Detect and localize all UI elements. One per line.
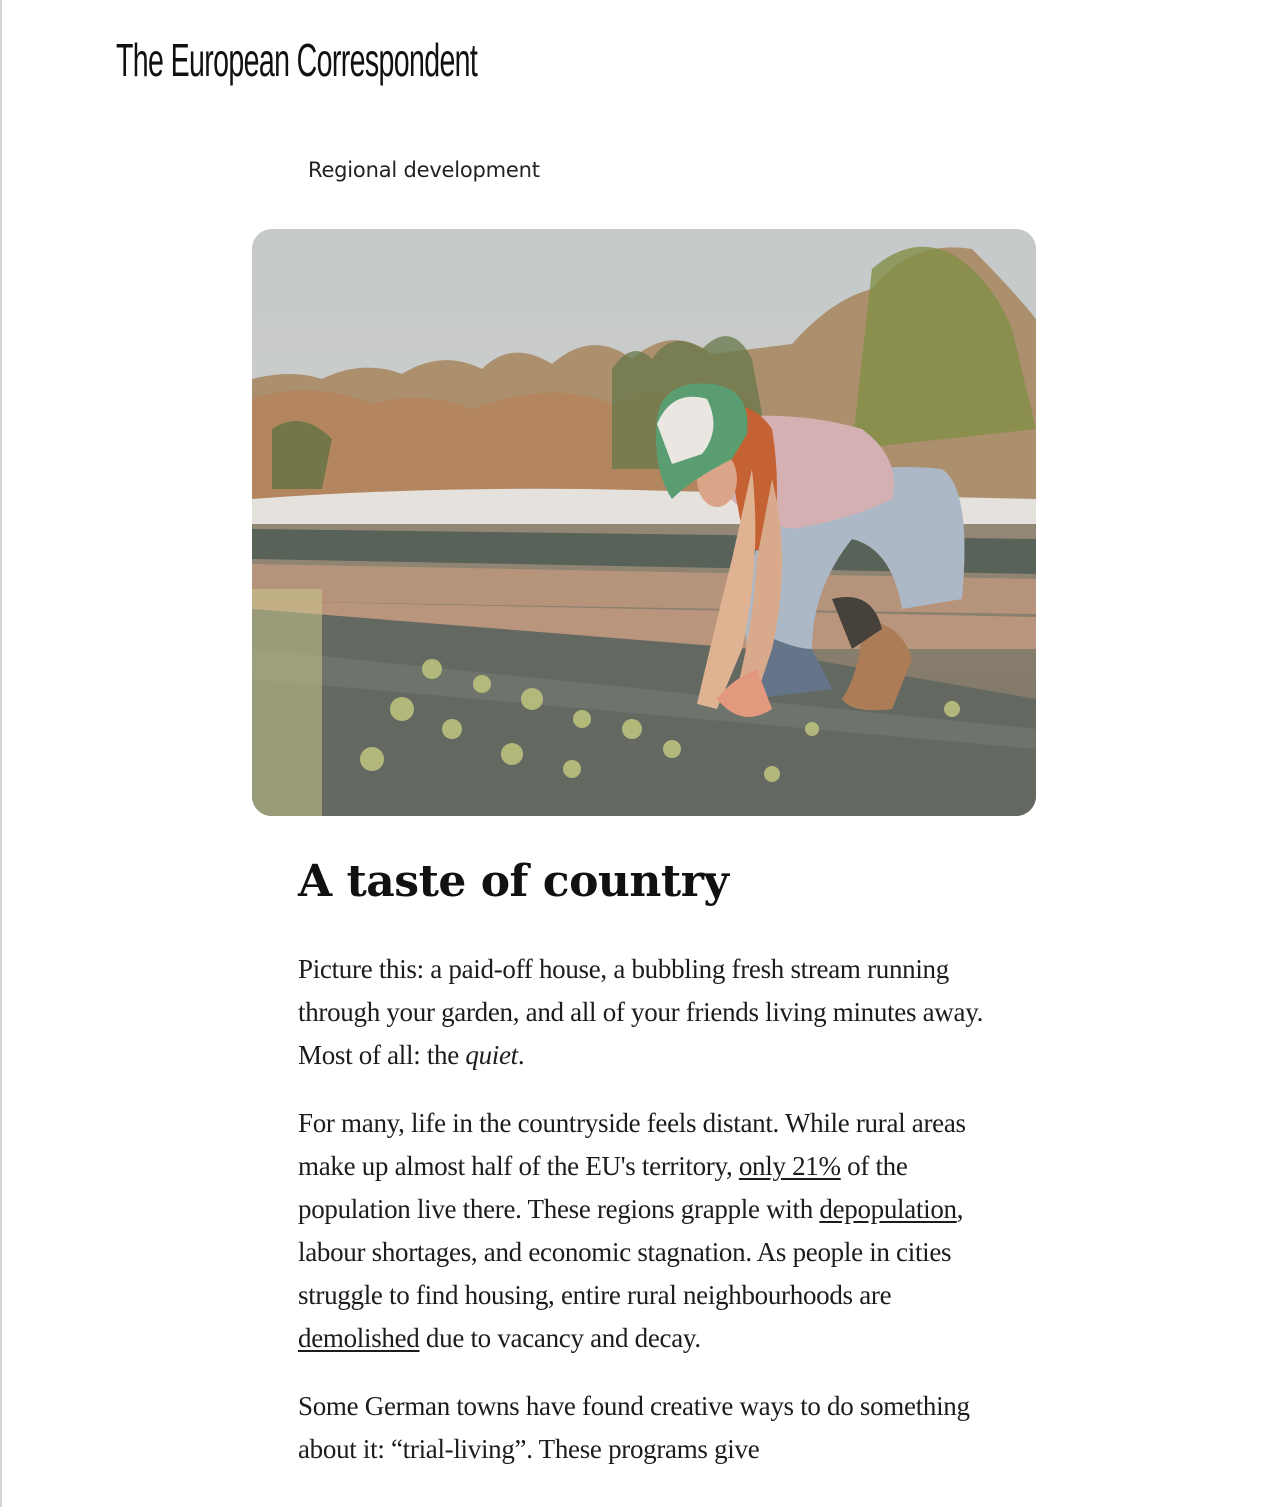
emphasis-text: quiet	[465, 1040, 518, 1070]
article-headline: A taste of country	[298, 856, 729, 907]
link-demolished[interactable]: demolished	[298, 1323, 420, 1353]
site-masthead-logo[interactable]: The European Correspondent	[116, 34, 478, 86]
article-body	[298, 948, 998, 1496]
article-paragraph	[298, 948, 998, 1077]
hero-image	[252, 229, 1036, 816]
article-paragraph	[298, 1102, 998, 1360]
paragraph-text: .	[517, 1040, 525, 1070]
link-rural-population[interactable]: only 21%	[738, 1151, 841, 1181]
paragraph-text: Picture this: a paid-off house, a bubbling fresh stream running through your garden, and all of your friends living minutes away. Most of all: the	[298, 954, 984, 1070]
paragraph-text: , labour shortages, and economic stagnation. As people in cities struggle to find housing, entire rural neighbourhoods are	[298, 1194, 964, 1310]
category-link[interactable]: Regional development	[308, 158, 540, 182]
paragraph-text: Some German towns have found creative ways to do something about it: “trial-living”. These programs give	[298, 1391, 970, 1464]
paragraph-text: due to vacancy and decay.	[419, 1323, 701, 1353]
paragraph-text: of the population live there. These regions grapple with	[298, 1151, 908, 1224]
link-depopulation[interactable]: depopulation	[819, 1194, 957, 1224]
paragraph-text: For many, life in the countryside feels distant. While rural areas make up almost half of the EU's territory,	[298, 1108, 966, 1181]
article-paragraph	[298, 1385, 998, 1471]
